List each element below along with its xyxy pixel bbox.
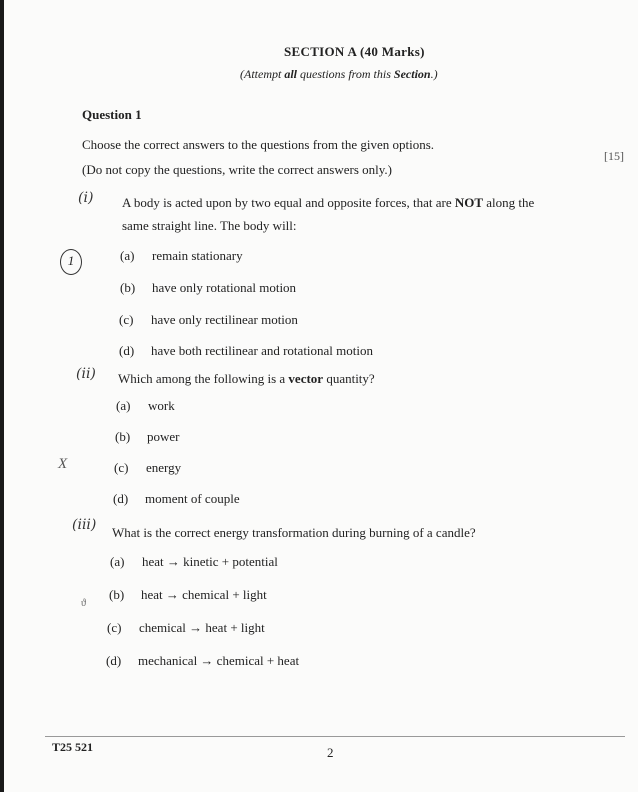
circled-answer-annotation: 1	[60, 249, 82, 275]
section-title: SECTION A (40 Marks)	[284, 44, 425, 59]
item-1-option-a: (a) remain stationary	[120, 248, 243, 263]
item-1-option-d: (d) have both rectilinear and rotational motion	[119, 343, 374, 358]
item-1-option-c: (c) have only rectilinear motion	[119, 312, 298, 327]
instruction-line-1: Choose the correct answers to the questions from the given options.	[82, 137, 435, 152]
section-subtitle: (Attempt all questions from this Section.)	[240, 67, 438, 81]
item-3-text: What is the correct energy transformation during burning of a candle?	[112, 525, 476, 540]
item-2-option-d: (d) moment of couple	[113, 491, 240, 506]
item-number-2: (ii)	[76, 366, 96, 382]
page-left-edge	[0, 0, 4, 792]
item-2-option-a: (a) work	[116, 398, 175, 413]
item-2-text: Which among the following is a vector quantity?	[118, 371, 375, 386]
item-3-option-b: (b) heat → chemical + light	[109, 587, 267, 602]
tick-mark-annotation: ϑ	[81, 598, 86, 609]
item-1-text-line-2: same straight line. The body will:	[122, 218, 297, 233]
footer-divider	[45, 736, 625, 737]
item-2-option-b: (b) power	[115, 429, 180, 444]
footer-page-number: 2	[327, 745, 334, 760]
item-1-text-line-1: A body is acted upon by two equal and opposite forces, that are NOT along the	[122, 195, 535, 210]
cross-mark-annotation: X	[58, 456, 68, 472]
item-number-1: (i)	[78, 190, 94, 206]
item-number-3: (iii)	[72, 517, 97, 533]
marks-label: [15]	[604, 149, 624, 163]
item-1-option-b: (b) have only rotational motion	[120, 280, 297, 295]
footer-paper-code: T25 521	[52, 740, 94, 754]
item-3-option-a: (a) heat → kinetic + potential	[110, 554, 278, 569]
question-title: Question 1	[82, 107, 142, 122]
instruction-line-2: (Do not copy the questions, write the correct answers only.)	[82, 162, 392, 177]
item-3-option-c: (c) chemical → heat + light	[107, 620, 265, 635]
item-2-option-c: (c) energy	[114, 460, 182, 475]
item-3-option-d: (d) mechanical → chemical + heat	[106, 653, 300, 668]
